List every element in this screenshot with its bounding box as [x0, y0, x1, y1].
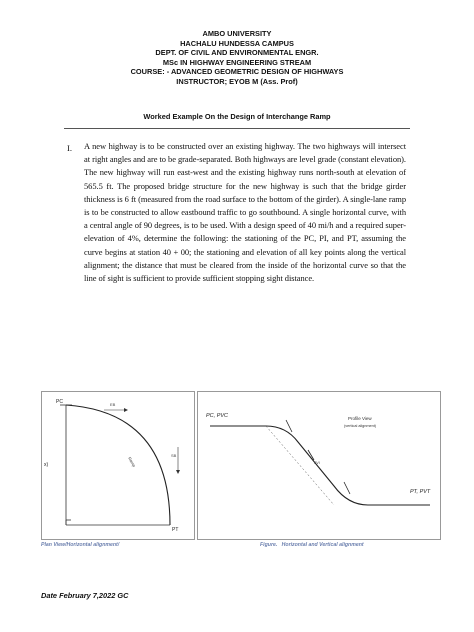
label-pt: PT: [172, 527, 179, 533]
vertical-curve-profile: [266, 426, 368, 505]
question-text: A new highway is to be constructed over an existing highway. The two highways will intersect at right angles and are to be grade-separated. Both highways are level grade (constant elevation). The new highway will run east-west and the existing highway runs north-south at elevation of 565.5 ft. The proposed bridge structure for the new highway is such that the bridge girder thickness is 6 ft (measured from the road surface to the bottom of the girder). A single-lane ramp is to be constructed to allow eastbound traffic to go southbound. A single horizontal curve, with a central angle of 90 degrees, is to be used. With a design speed of 40 mi/h and a required super-elevation of 4%, determine the following: the stationing of the PC, PI, and PT, assuming the curve begins at station 40 + 00; the stationing and elevation of all key points along the vertical alignment; the distance that must be cleared from the inside of the horizontal curve so that the line of sight is sufficient to provide sufficient stopping sight distance.: [84, 141, 406, 284]
pvt-tick-upper: [286, 420, 292, 432]
university-name: AMBO UNIVERSITY: [202, 29, 272, 38]
southbound-arrowhead: [176, 470, 180, 474]
instructor-name: INSTRUCTOR; EYOB M (Ass. Prof): [176, 76, 298, 86]
profile-view-subtitle: (vertical alignment): [344, 424, 377, 428]
pvc-tick-lower: [344, 482, 350, 494]
label-pc: PC: [56, 399, 63, 405]
figure-caption-text: Horizontal and Vertical alignment: [281, 542, 364, 548]
label-side: x): [44, 462, 49, 468]
label-pvi: PVI: [314, 461, 320, 465]
label-pc-pvc: PC, PVC: [206, 413, 229, 419]
document-title: Worked Example On the Design of Interchange Ramp: [143, 112, 331, 121]
document-header: [0, 29, 474, 87]
eastbound-arrowhead: [124, 408, 128, 412]
label-ramp: Ramp: [127, 456, 137, 468]
program-name: MSc IN HIGHWAY ENGINEERING STREAM: [162, 57, 312, 67]
ramp-curve: [66, 405, 170, 525]
department-name: DEPT. OF CIVIL AND ENVIRONMENTAL ENGR.: [155, 48, 319, 58]
plan-view-diagram: [42, 392, 194, 539]
plan-view-figure: [41, 391, 195, 540]
title-divider: [64, 128, 410, 129]
plan-view-caption: Plan View/Horizontal alignment/: [41, 542, 120, 548]
label-southbound: SB: [171, 453, 177, 458]
course-name: COURSE: - ADVANCED GEOMETRIC DESIGN OF HIGHWAYS: [130, 67, 344, 77]
figure-caption: [260, 542, 364, 548]
label-pt-pvt: PT, PVT: [410, 489, 431, 495]
question-number: I.: [67, 143, 73, 153]
profile-view-figure: [197, 391, 441, 540]
tangent-extension: [266, 426, 334, 505]
label-eastbound: EB: [110, 402, 116, 407]
document-date: Date February 7,2022 GC: [41, 591, 129, 600]
profile-view-title: Profile View: [348, 416, 372, 421]
profile-view-diagram: [198, 392, 440, 539]
figure-caption-prefix: Figure.: [260, 542, 278, 548]
campus-name: HACHALU HUNDESSA CAMPUS: [180, 38, 294, 48]
